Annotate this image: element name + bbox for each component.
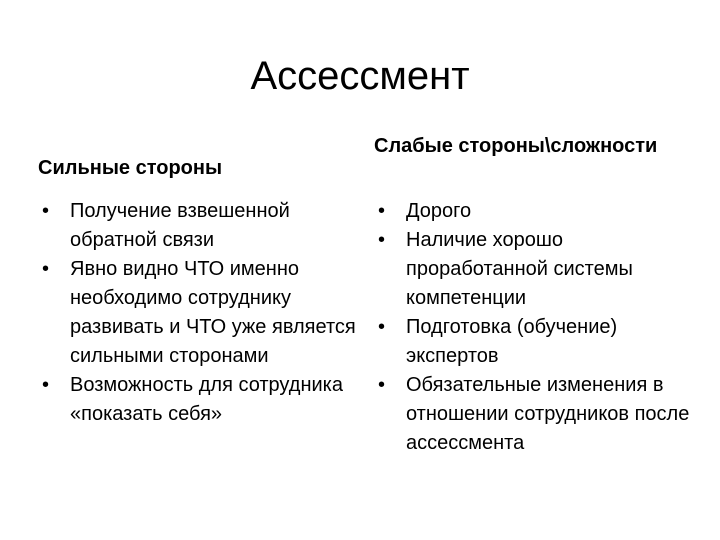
weakness-item-text: Подготовка (обучение) экспертов <box>406 316 618 367</box>
weakness-item <box>374 313 694 371</box>
weakness-item <box>374 226 694 313</box>
bullet-icon: • <box>378 200 386 222</box>
strength-item <box>38 255 363 371</box>
bullet-icon: • <box>378 374 386 396</box>
strength-item-text: Явно видно ЧТО именно необходимо сотруднику развивать и ЧТО уже является сильными сторонами <box>70 258 356 367</box>
bullet-icon: • <box>378 229 386 251</box>
weakness-item <box>374 197 694 226</box>
strengths-list <box>38 197 363 429</box>
weakness-item-text: Дорого <box>406 200 472 222</box>
weaknesses-list <box>374 197 694 458</box>
bullet-icon: • <box>378 316 386 338</box>
weakness-item-text: Наличие хорошо проработанной системы компетенции <box>406 229 633 309</box>
strength-item-text: Возможность для сотрудника «показать себя» <box>70 374 343 425</box>
weakness-item <box>374 371 694 458</box>
slide-title: Ассессмент <box>250 54 470 98</box>
bullet-icon: • <box>42 374 50 396</box>
bullet-icon: • <box>42 258 50 280</box>
weaknesses-heading: Слабые стороны\сложности <box>374 135 658 157</box>
weakness-item-text: Обязательные изменения в отношении сотрудников после ассессмента <box>406 374 690 454</box>
strength-item-text: Получение взвешенной обратной связи <box>70 200 290 251</box>
bullet-icon: • <box>42 200 50 222</box>
strengths-heading: Сильные стороны <box>38 157 223 179</box>
strength-item <box>38 371 363 429</box>
strength-item <box>38 197 363 255</box>
